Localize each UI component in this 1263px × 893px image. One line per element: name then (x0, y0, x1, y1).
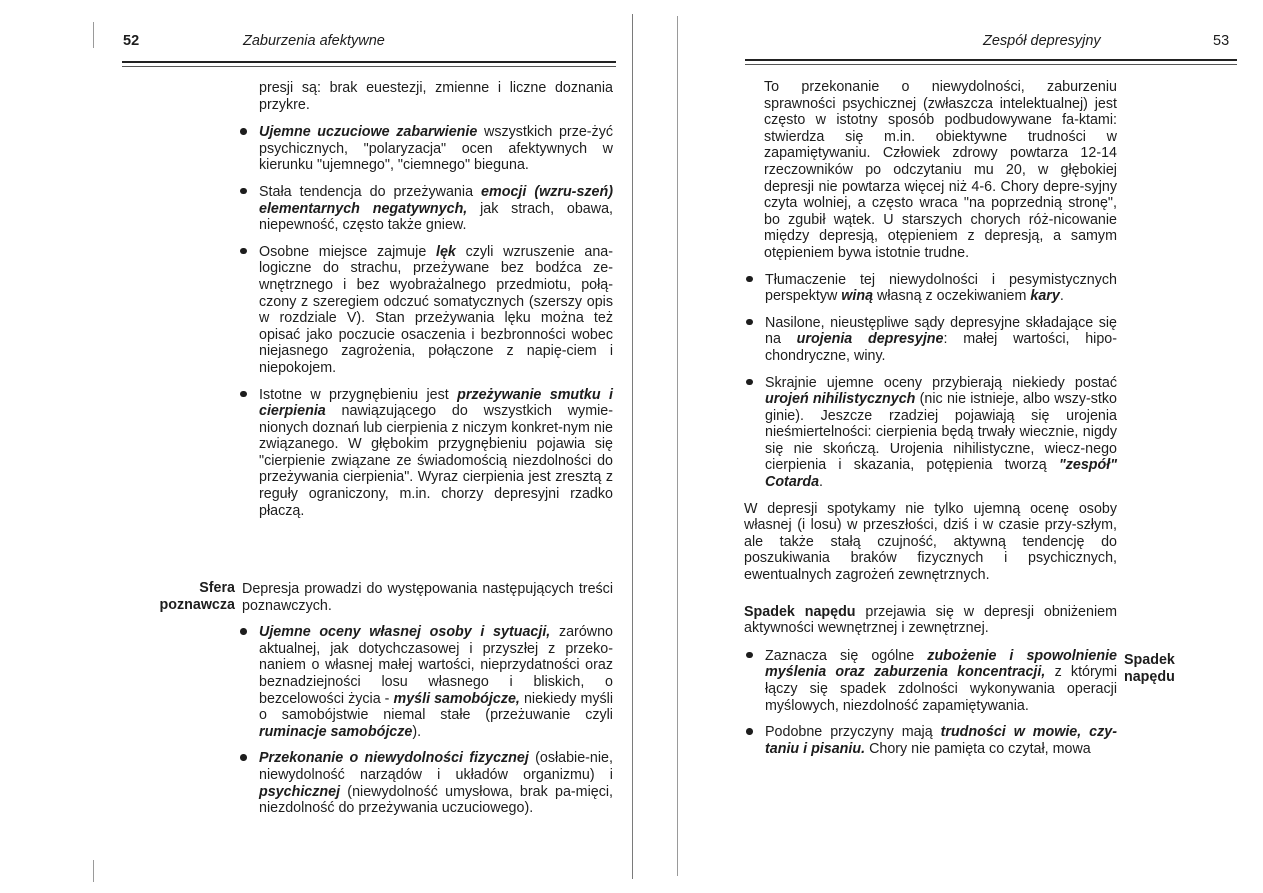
bullet-text: Stała tendencja do przeżywania (259, 183, 482, 200)
bullet-text: nawiązującego do wszystkich wymie-nionych doznań lub cierpienia z niczym konkret-nym nie związanego. W głębokim przygnębieniu pojawia się "cierpienie związane ze świadomością niezdolności do przeżywania cierpienia". Wyraz cierpienia jest zresztą z reguły ograniczony, m.in. chorzy depresyjni rzadko płaczą. (259, 403, 613, 519)
bullet-dot-icon (240, 128, 247, 135)
bullet-item (744, 375, 1117, 491)
bullet-text: . (1059, 288, 1064, 305)
bullet-item (238, 124, 613, 174)
page-number: 52 (123, 33, 140, 49)
bullet-list (744, 648, 1117, 758)
bullet-item (744, 648, 1117, 714)
emphasis-text: Ujemne oceny własnej osoby i sytuacji, (259, 624, 551, 641)
emphasis-text: emocji (wzru-szeń) elementarnych negatywnych, (259, 183, 613, 217)
bullet-text: Istotne w przygnębieniu jest (259, 386, 458, 403)
bullet-dot-icon (240, 248, 247, 255)
bullet-dot-icon (746, 276, 753, 283)
bullet-item (238, 244, 613, 377)
bullet-list (238, 124, 613, 519)
emphasis-text: kary (1030, 288, 1060, 305)
bullet-text: Nasilone, nieustępliwe sądy depresyjne składające się na (765, 314, 1117, 348)
emphasis-text: "zespół" Cotarda (765, 457, 1117, 491)
emphasis-text: psychicznej (259, 783, 341, 800)
running-title: Zespół depresyjny (983, 33, 1101, 49)
bullet-text: własną z oczekiwaniem (873, 288, 1031, 305)
bullet-text: ). (412, 723, 422, 740)
bullet-text: jak strach, obawa, niepewność, często także gniew. (259, 200, 613, 234)
bullet-item (744, 724, 1117, 757)
section-paragraph: Depresja prowadzi do występowania następujących treści poznawczych. (242, 581, 613, 614)
bullet-text: czyli wzruszenie ana-logiczne do strachu, przeżywane bez bodźca ze-wnętrznego i bez wyobrażalnego przedmiotu, połą-czony z szeregiem odczuć somatycznych (szerszy opis w rozdziale V). Stan przeżywania lęku można też opisać jako poczucie osaczenia i bezbronności wobec niejasnego zagrożenia, połączone z napię-ciem i niepokojem. (259, 243, 613, 376)
bullet-dot-icon (240, 754, 247, 761)
bullet-text: (niewydolność umysłowa, brak pa-mięci, niezdolność do przeżywania uczuciowego). (259, 783, 613, 817)
header-rule-thin (745, 64, 1237, 65)
emphasis-text: Ujemne uczuciowe zabarwienie (259, 124, 478, 141)
sidehead-sfera-poznawcza: Sfera poznawcza (159, 580, 235, 613)
emphasis-text: ruminacje samobójcze (259, 723, 413, 740)
bullet-text: Chory nie pamięta co czytał, mowa (865, 740, 1091, 757)
header-rule-thin (122, 66, 616, 67)
bullet-text: z którymi łączy się spadek zdolności wykonywania operacji myślowych, niezdolność zapamiętywania. (765, 664, 1117, 714)
bullet-item (238, 387, 613, 520)
bullet-list (744, 272, 1117, 491)
section-paragraph: Spadek napędu przejawia się w depresji obniżeniem aktywności wewnętrznej i zewnętrznej. (744, 603, 1117, 637)
bullet-text: . (819, 474, 824, 491)
bullet-text: (osłabie-nie, niewydolność narządów i układów organizmu) i (259, 750, 613, 783)
bullet-dot-icon (746, 379, 753, 386)
right-column (744, 79, 1117, 767)
emphasis-text: trudności w mowie, czy-taniu i pisaniu. (765, 724, 1117, 757)
bullet-text: Osobne miejsce zajmuje (259, 243, 436, 260)
page-number: 53 (1213, 33, 1230, 49)
page-edge-mark (93, 860, 94, 882)
emphasis-text: przeżywanie smutku i cierpienia (259, 386, 613, 420)
bullet-text: zarówno aktualnej, jak dotychczasowej i przyszłej z przeko-naniem o własnej małej wartości, nieprzydatności oraz beznadziejności losu własnego i bliskich, o bezcelowości życia - (259, 624, 613, 707)
gutter-line (677, 16, 678, 876)
bullet-item (744, 315, 1117, 365)
bullet-text: : małej wartości, hipo-chondryczne, winy. (765, 331, 1118, 364)
emphasis-text: winą (841, 288, 874, 305)
bullet-item (238, 750, 613, 816)
intro-paragraph: presji są: brak euestezji, zmienne i liczne doznania przykre. (259, 80, 613, 113)
bullet-item (744, 272, 1117, 305)
left-column-top (238, 80, 613, 529)
bullet-list (238, 624, 613, 817)
header-rule (745, 59, 1237, 61)
bullet-dot-icon (240, 188, 247, 195)
bullet-text: Skrajnie ujemne oceny przybierają niekiedy postać (765, 374, 1117, 391)
emphasis-text: urojeń nihilistycznych (765, 391, 916, 408)
bullet-text: Tłumaczenie tej niewydolności i pesymistycznych perspektyw (765, 271, 1117, 305)
bullet-dot-icon (746, 728, 753, 735)
bullet-text: wszystkich prze-żyć psychicznych, "polaryzacja" ocen afektywnych w kierunku "ujemnego", "ciemnego" bieguna. (259, 124, 613, 174)
emphasis-text: zubożenie i spowolnienie myślenia oraz zaburzenia koncentracji, (765, 647, 1117, 681)
bullet-dot-icon (240, 628, 247, 635)
emphasis-text: Przekonanie o niewydolności fizycznej (259, 750, 529, 767)
bullet-item (238, 624, 613, 740)
bullet-text: Zaznacza się ogólne (765, 647, 928, 664)
running-title: Zaburzenia afektywne (243, 33, 385, 49)
bullet-text: (nic nie istnieje, albo wszy-stko ginie). Jeszcze rzadziej pojawiają się urojenia nieśmiertelności: cierpienia będą trwały wiecznie, nigdy się nie skończą. Urojenia nihilistyczne, wiecz-nego cierpienia i skazania, potępienia tworzą (765, 391, 1117, 474)
header-rule (122, 61, 616, 63)
bullet-text: niekiedy myśli o samobójstwie niemal stałe (przeżuwanie czyli (259, 690, 613, 724)
left-column-bottom (242, 581, 613, 827)
emphasis-text: myśli samobójcze, (393, 690, 520, 707)
bullet-dot-icon (746, 652, 753, 659)
sidehead-spadek-napedu: Spadek napędu (1124, 652, 1175, 685)
page-edge-mark (93, 22, 94, 48)
emphasis-text: lęk (436, 243, 456, 260)
bullet-item (238, 184, 613, 234)
paragraph: W depresji spotykamy nie tylko ujemną ocenę osoby własnej (i losu) w przeszłości, dziś i w czasie przy-szłym, ale także stałą czujność, aktywną tendencję do poszukiwania braków fizycznych i psychicznych, ewentualnych zagrożeń zewnętrznych. (744, 500, 1117, 584)
bullet-dot-icon (240, 391, 247, 398)
bullet-dot-icon (746, 319, 753, 326)
continuation-paragraph: To przekonanie o niewydolności, zaburzeniu sprawności psychicznej (zwłaszcza intelektualnej) jest często w istotny sposób podbudowywane fa-ktami: stwierdza się m.in. obiektywne trudności w zapamiętywaniu. Człowiek zdrowy powtarza 12-14 rzeczowników po odczytaniu mu 20, w głębokiej depresji nie powtarza więcej niż 4-6. Chory depre-syjny czyta wolniej, a często wraca "na poprzednią stronę", bo zgubił wątek. U starszych chorych róż-nicowanie między depresją, otępieniem z depresją, a samym otępieniem bywa istotnie trudne. (764, 79, 1117, 261)
right-page (632, 0, 1263, 893)
emphasis-text: urojenia depresyjne (796, 331, 944, 348)
bullet-text: Podobne przyczyny mają (765, 724, 941, 741)
